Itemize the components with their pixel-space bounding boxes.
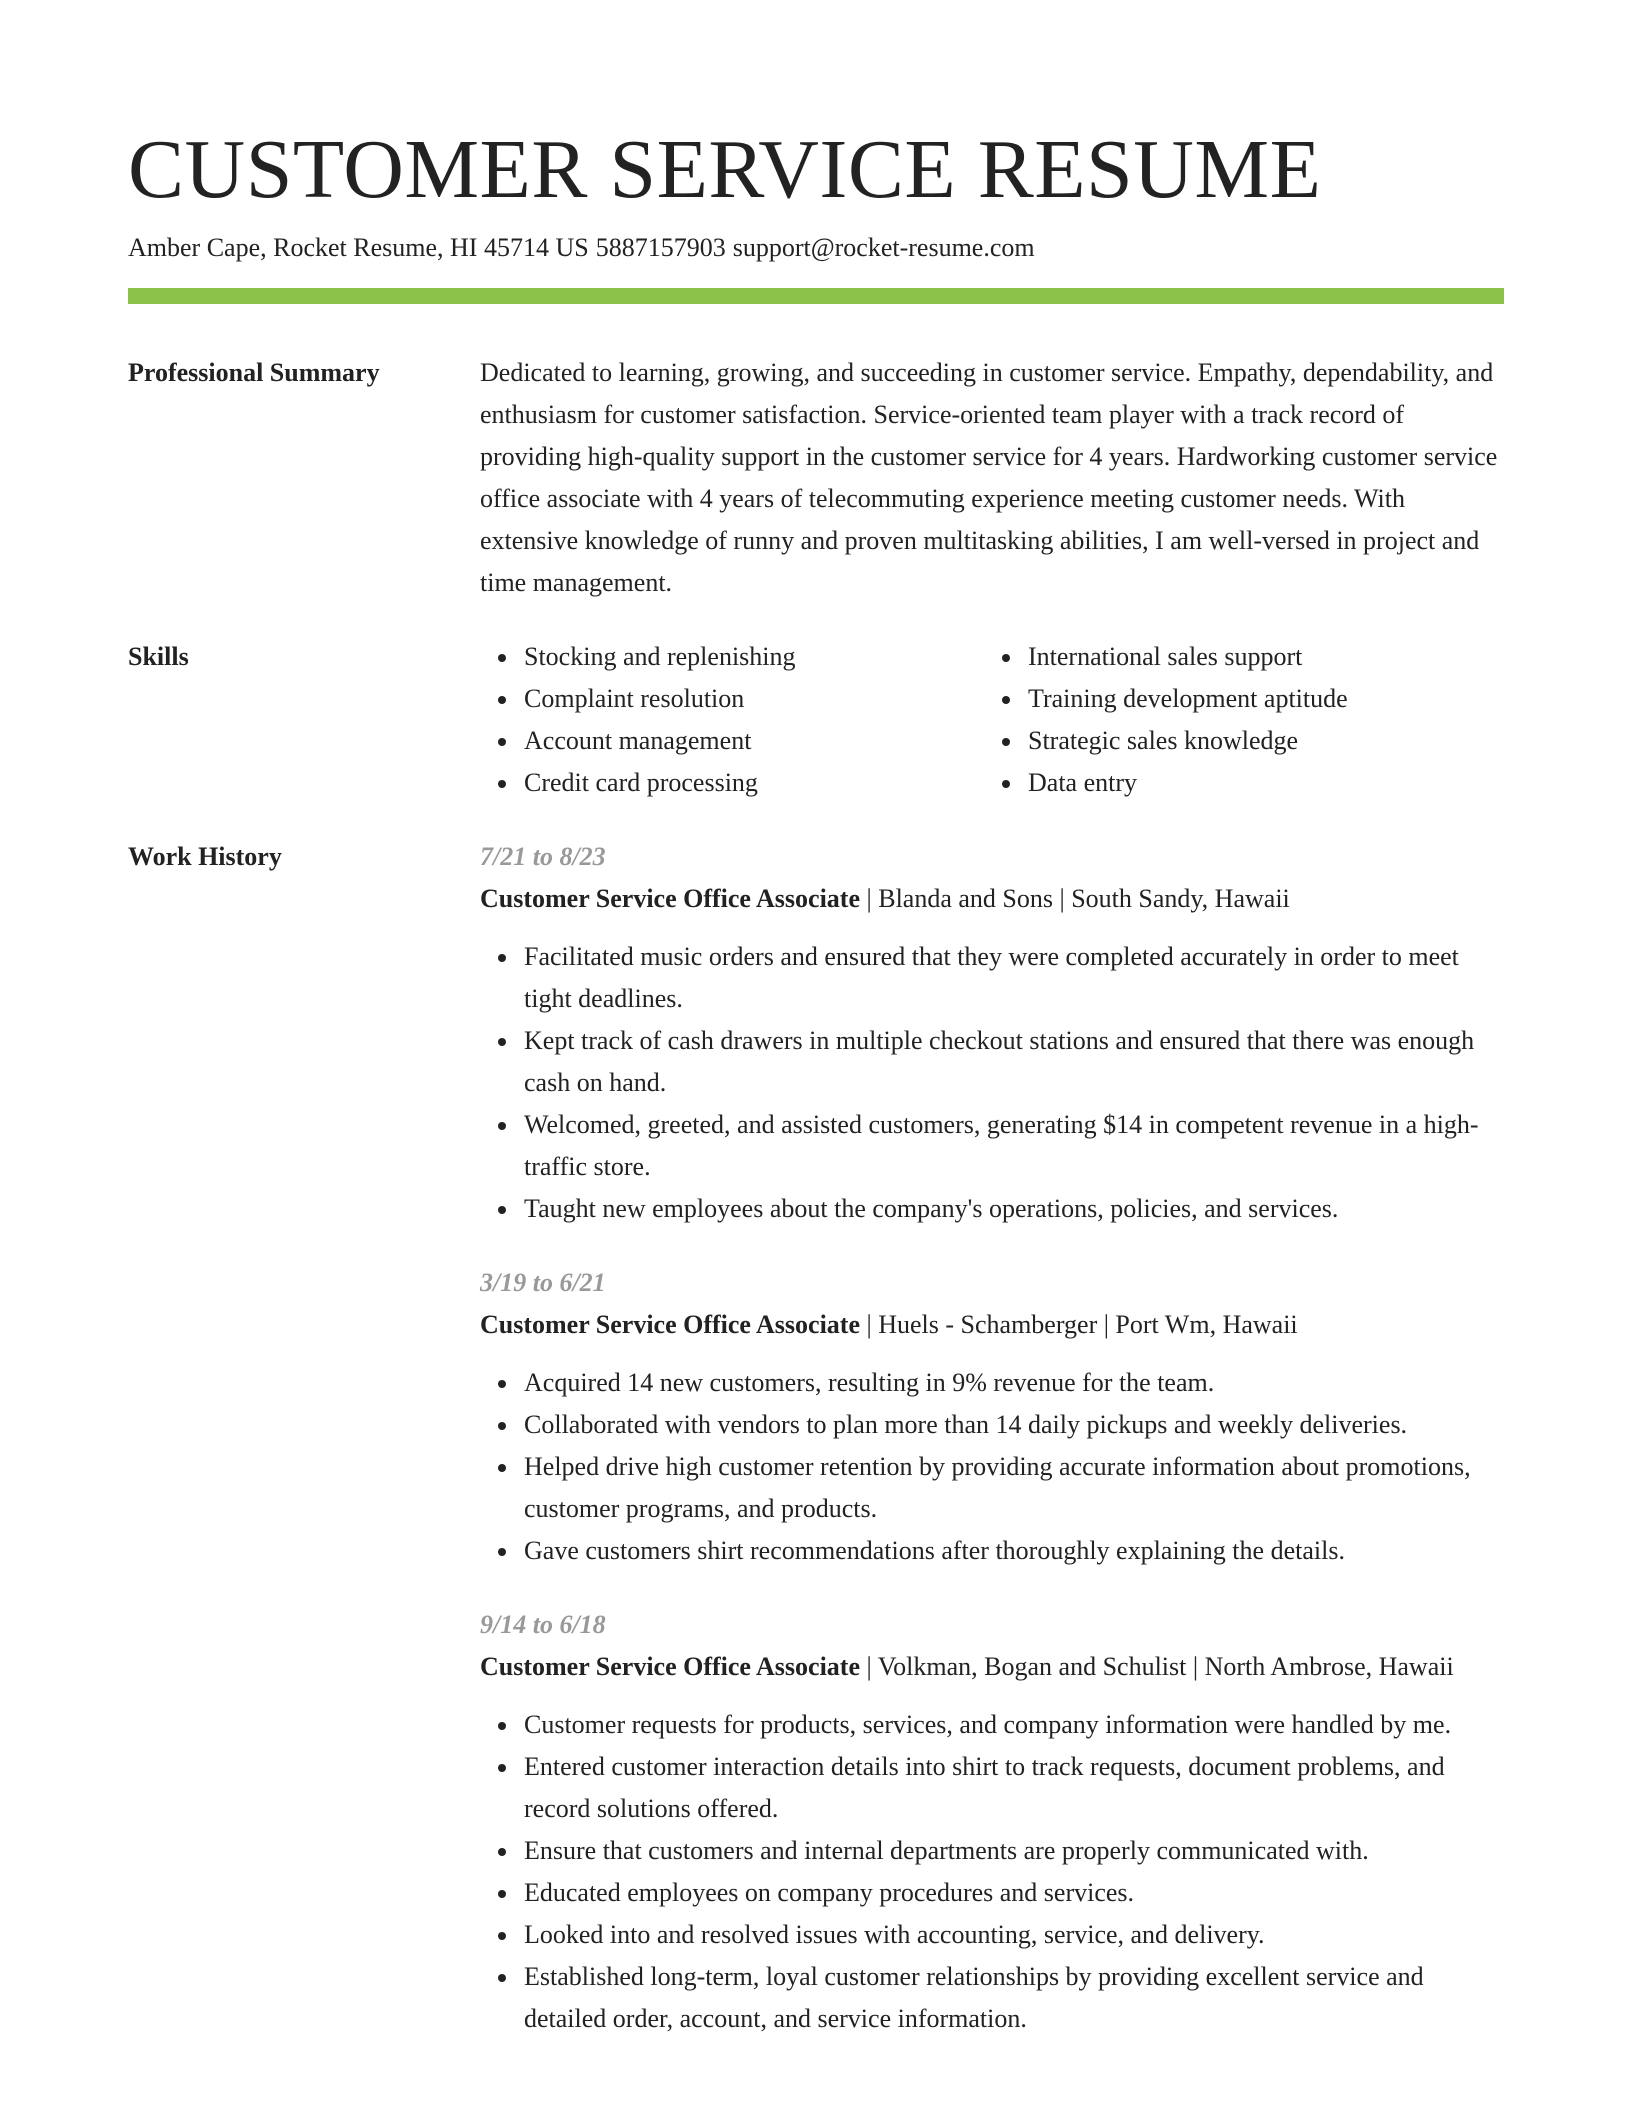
- job-bullet: Looked into and resolved issues with accounting, service, and delivery.: [524, 1914, 1504, 1956]
- job-entry: [480, 1262, 1504, 1572]
- skill-item: Credit card processing: [524, 762, 984, 804]
- work-history-body: [480, 836, 1504, 2040]
- job-bullets: [480, 1704, 1504, 2040]
- job-bullet: Ensure that customers and internal departments are properly communicated with.: [524, 1830, 1504, 1872]
- resume-page: [128, 120, 1504, 2040]
- job-bullet: Taught new employees about the company's operations, policies, and services.: [524, 1188, 1504, 1230]
- job-heading: [480, 1646, 1504, 1688]
- skills-section: [128, 636, 1504, 804]
- skills-body: [480, 636, 1504, 804]
- skills-list-right: [984, 636, 1488, 804]
- skill-item: Strategic sales knowledge: [1028, 720, 1488, 762]
- job-bullet: Customer requests for products, services, and company information were handled by me.: [524, 1704, 1504, 1746]
- job-title: Customer Service Office Associate: [480, 884, 861, 913]
- job-title: Customer Service Office Associate: [480, 1652, 861, 1681]
- job-bullet: Gave customers shirt recommendations after thoroughly explaining the details.: [524, 1530, 1504, 1572]
- job-title: Customer Service Office Associate: [480, 1310, 861, 1339]
- work-history-section: [128, 836, 1504, 2040]
- job-details: | Huels - Schamberger | Port Wm, Hawaii: [860, 1310, 1298, 1339]
- skills-columns: [480, 636, 1504, 804]
- contact-address: Amber Cape, Rocket Resume, HI 45714 US: [128, 233, 589, 262]
- job-dates: 7/21 to 8/23: [480, 842, 606, 871]
- job-bullet: Acquired 14 new customers, resulting in 9% revenue for the team.: [524, 1362, 1504, 1404]
- resume-title: CUSTOMER SERVICE RESUME: [128, 123, 1322, 216]
- skill-item: Data entry: [1028, 762, 1488, 804]
- summary-body: [480, 352, 1504, 604]
- job-bullet: Collaborated with vendors to plan more than 14 daily pickups and weekly deliveries.: [524, 1404, 1504, 1446]
- summary-section: [128, 352, 1504, 604]
- job-entry: [480, 836, 1504, 1230]
- skill-item: Training development aptitude: [1028, 678, 1488, 720]
- job-bullet: Welcomed, greeted, and assisted customers, generating $14 in competent revenue in a high-traffic store.: [524, 1104, 1504, 1188]
- skills-list-left: [480, 636, 984, 804]
- contact-line: [128, 230, 1504, 266]
- summary-text: Dedicated to learning, growing, and succeeding in customer service. Empathy, dependability, and enthusiasm for customer satisfaction. Service-oriented team player with a track record of providing high-quality support in the customer service for 4 years. Hardworking customer service office associate with 4 years of telecommuting experience meeting customer needs. With extensive knowledge of runny and proven multitasking abilities, I am well-versed in project and time management.: [480, 358, 1498, 597]
- job-details: | Blanda and Sons | South Sandy, Hawaii: [860, 884, 1290, 913]
- job-bullet: Facilitated music orders and ensured that they were completed accurately in order to meet tight deadlines.: [524, 936, 1504, 1020]
- contact-email: support@rocket-resume.com: [732, 233, 1035, 262]
- skill-item: Complaint resolution: [524, 678, 984, 720]
- job-bullet: Helped drive high customer retention by providing accurate information about promotions, customer programs, and products.: [524, 1446, 1504, 1530]
- skill-item: Account management: [524, 720, 984, 762]
- job-heading: [480, 878, 1504, 920]
- job-bullet: Established long-term, loyal customer relationships by providing excellent service and detailed order, account, and service information.: [524, 1956, 1504, 2040]
- skills-label: Skills: [128, 642, 189, 671]
- job-bullet: Entered customer interaction details into shirt to track requests, document problems, and record solutions offered.: [524, 1746, 1504, 1830]
- job-dates: 3/19 to 6/21: [480, 1268, 606, 1297]
- job-bullet: Educated employees on company procedures and services.: [524, 1872, 1504, 1914]
- job-bullets: [480, 1362, 1504, 1572]
- job-dates: 9/14 to 6/18: [480, 1610, 606, 1639]
- header-divider: [128, 288, 1504, 304]
- job-bullet: Kept track of cash drawers in multiple checkout stations and ensured that there was enough cash on hand.: [524, 1020, 1504, 1104]
- job-details: | Volkman, Bogan and Schulist | North Ambrose, Hawaii: [860, 1652, 1454, 1681]
- job-heading: [480, 1304, 1504, 1346]
- skill-item: Stocking and replenishing: [524, 636, 984, 678]
- job-bullets: [480, 936, 1504, 1230]
- job-entry: [480, 1604, 1504, 2040]
- summary-label: Professional Summary: [128, 358, 380, 387]
- contact-phone: 5887157903: [595, 233, 726, 262]
- work-history-label: Work History: [128, 842, 282, 871]
- skill-item: International sales support: [1028, 636, 1488, 678]
